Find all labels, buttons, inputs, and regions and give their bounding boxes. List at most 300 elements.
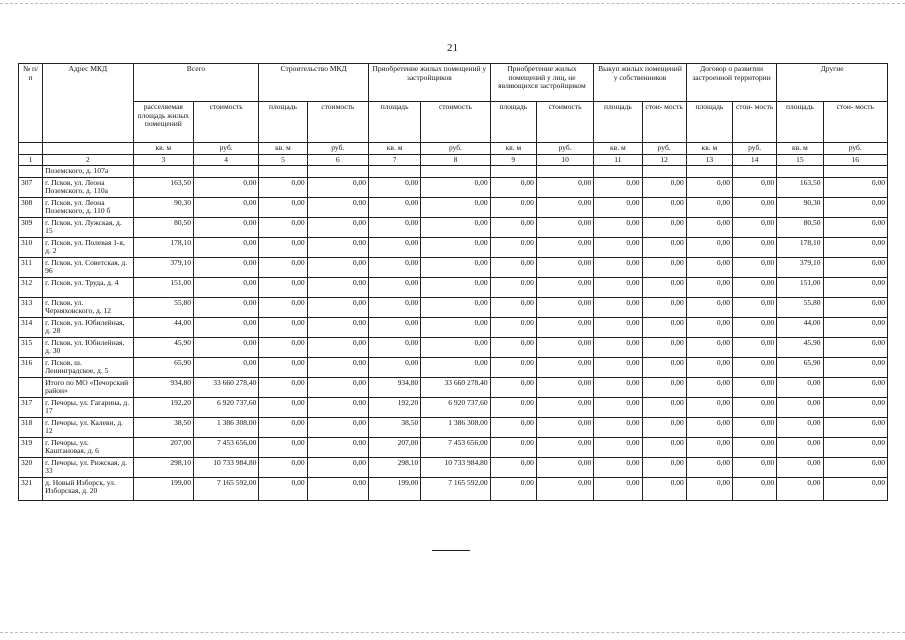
unit-rub: руб. xyxy=(733,143,777,155)
row-value: 0,00 xyxy=(307,297,368,317)
row-value: 45,90 xyxy=(133,337,193,357)
row-value: 0,00 xyxy=(823,357,887,377)
row-value: 0,00 xyxy=(307,217,368,237)
row-value: 0,00 xyxy=(421,177,490,197)
row-value: 0,00 xyxy=(490,457,536,477)
row-value: 199,00 xyxy=(368,477,420,500)
row-value: 0,00 xyxy=(536,437,593,457)
column-number: 7 xyxy=(368,154,420,166)
row-value: 0,00 xyxy=(259,457,307,477)
row-value: 0,00 xyxy=(368,197,420,217)
row-value: 0,00 xyxy=(733,177,777,197)
row-value: 0,00 xyxy=(686,457,732,477)
row-value: 38,50 xyxy=(133,417,193,437)
unit-sqm: кв. м xyxy=(368,143,420,155)
row-value: 0,00 xyxy=(307,177,368,197)
row-value: 0,00 xyxy=(823,377,887,397)
subheader-cost: стоимость xyxy=(193,102,258,143)
row-value: 0,00 xyxy=(823,477,887,500)
row-value: 0,00 xyxy=(307,377,368,397)
row-value: 0,00 xyxy=(594,237,642,257)
row-value: 0,00 xyxy=(594,277,642,297)
row-value: 0,00 xyxy=(733,197,777,217)
row-number: 311 xyxy=(19,257,43,277)
table-row xyxy=(19,397,888,417)
unit-sqm: кв. м xyxy=(133,143,193,155)
row-number: 310 xyxy=(19,237,43,257)
row-value: 0,00 xyxy=(259,197,307,217)
page-number: 21 xyxy=(447,42,458,54)
col-header-other: Другие xyxy=(777,64,888,102)
row-value: 0,00 xyxy=(490,337,536,357)
row-value: 0,00 xyxy=(823,177,887,197)
row-value: 0,00 xyxy=(686,417,732,437)
row-value: 0,00 xyxy=(686,217,732,237)
row-value: 0,00 xyxy=(307,197,368,217)
row-value: 0,00 xyxy=(823,297,887,317)
row-value: 0,00 xyxy=(686,277,732,297)
row-number: 321 xyxy=(19,477,43,500)
row-value: 0,00 xyxy=(642,357,686,377)
row-value: 0,00 xyxy=(307,437,368,457)
row-number: 308 xyxy=(19,197,43,217)
column-number: 1 xyxy=(19,154,43,166)
row-value: 0,00 xyxy=(490,297,536,317)
row-value: 6 920 737,60 xyxy=(193,397,258,417)
row-value: 0,00 xyxy=(490,437,536,457)
row-value: 0,00 xyxy=(777,417,823,437)
row-value: 0,00 xyxy=(594,397,642,417)
row-value: 0,00 xyxy=(642,297,686,317)
row-value: 192,20 xyxy=(368,397,420,417)
table-row xyxy=(19,477,888,500)
row-value: 0,00 xyxy=(733,377,777,397)
row-address: г. Печоры, ул. Рижская, д. 33 xyxy=(43,457,134,477)
row-value: 0,00 xyxy=(536,397,593,417)
row-value: 0,00 xyxy=(490,417,536,437)
row-value: 298,10 xyxy=(133,457,193,477)
row-value: 90,30 xyxy=(777,197,823,217)
row-value: 0,00 xyxy=(307,337,368,357)
row-value: 0,00 xyxy=(193,277,258,297)
table-row xyxy=(19,377,888,397)
row-value: 0,00 xyxy=(421,337,490,357)
subheader-cost: стоимость xyxy=(536,102,593,143)
row-value: 0,00 xyxy=(777,377,823,397)
col-header-total: Всего xyxy=(133,64,259,102)
row-value: 151,00 xyxy=(133,277,193,297)
row-value: 0,00 xyxy=(259,337,307,357)
subheader-cost: стоимость xyxy=(307,102,368,143)
row-value: 0,00 xyxy=(594,417,642,437)
row-address: д. Новый Изборск, ул. Изборская, д. 20 xyxy=(43,477,134,500)
row-address: г. Печоры, ул. Калеви, д. 12 xyxy=(43,417,134,437)
column-number: 3 xyxy=(133,154,193,166)
row-value: 0,00 xyxy=(368,257,420,277)
row-address: г. Псков, ул. Черняховского, д. 12 xyxy=(43,297,134,317)
row-value: 0,00 xyxy=(594,377,642,397)
row-value: 0,00 xyxy=(307,277,368,297)
row-value: 178,10 xyxy=(777,237,823,257)
row-value: 0,00 xyxy=(823,337,887,357)
row-value: 0,00 xyxy=(536,237,593,257)
unit-rub: руб. xyxy=(536,143,593,155)
row-value: 0,00 xyxy=(490,397,536,417)
row-value: 0,00 xyxy=(193,217,258,237)
row-value: 1 386 308,00 xyxy=(193,417,258,437)
row-value: 0,00 xyxy=(421,277,490,297)
row-address: г. Псков, ш. Ленинградское, д. 5 xyxy=(43,357,134,377)
row-value: 7 453 656,00 xyxy=(421,437,490,457)
row-value: 0,00 xyxy=(777,397,823,417)
row-value: 0,00 xyxy=(307,317,368,337)
separator-line xyxy=(432,550,470,551)
row-value: 0,00 xyxy=(490,357,536,377)
col-header-purchase-others: Приобретение жилых помещений у лиц, не являющихся застройщиком xyxy=(490,64,594,102)
row-value: 0,00 xyxy=(368,217,420,237)
row-number: 317 xyxy=(19,397,43,417)
row-value: 0,00 xyxy=(536,277,593,297)
row-value: 0,00 xyxy=(490,237,536,257)
row-value: 0,00 xyxy=(823,277,887,297)
col-header-address: Адрес МКД xyxy=(43,64,134,143)
row-value: 207,00 xyxy=(133,437,193,457)
row-value: 0,00 xyxy=(368,337,420,357)
unit-rub: руб. xyxy=(307,143,368,155)
row-number: 319 xyxy=(19,437,43,457)
column-number: 8 xyxy=(421,154,490,166)
row-value: 65,90 xyxy=(133,357,193,377)
row-value: 0,00 xyxy=(594,437,642,457)
row-value: 0,00 xyxy=(536,377,593,397)
table-row xyxy=(19,197,888,217)
row-value: 0,00 xyxy=(193,357,258,377)
row-value: 90,30 xyxy=(133,197,193,217)
row-value: 0,00 xyxy=(642,237,686,257)
page-bottom-border xyxy=(0,632,905,633)
row-address: г. Псков, ул. Юбилейная, д. 30 xyxy=(43,337,134,357)
row-value: 1 386 308,00 xyxy=(421,417,490,437)
row-value: 0,00 xyxy=(307,417,368,437)
row-value: 44,00 xyxy=(777,317,823,337)
row-value: 0,00 xyxy=(686,377,732,397)
row-value: 0,00 xyxy=(594,217,642,237)
row-value: 0,00 xyxy=(259,297,307,317)
column-number: 10 xyxy=(536,154,593,166)
row-number: 309 xyxy=(19,217,43,237)
row-value: 0,00 xyxy=(536,217,593,237)
row-value: 0,00 xyxy=(686,397,732,417)
row-value: 0,00 xyxy=(193,257,258,277)
row-value: 0,00 xyxy=(686,297,732,317)
row-value: 0,00 xyxy=(733,457,777,477)
row-value: 0,00 xyxy=(421,317,490,337)
row-address: г. Псков, ул. Леона Поземского, д. 110 б xyxy=(43,197,134,217)
row-value: 6 920 737,60 xyxy=(421,397,490,417)
row-value: 0,00 xyxy=(823,197,887,217)
column-number: 11 xyxy=(594,154,642,166)
row-value: 0,00 xyxy=(193,197,258,217)
row-value: 0,00 xyxy=(421,237,490,257)
row-value: 0,00 xyxy=(259,237,307,257)
row-value: 199,00 xyxy=(133,477,193,500)
row-value: 934,80 xyxy=(368,377,420,397)
row-value: 0,00 xyxy=(536,357,593,377)
row-value: 0,00 xyxy=(259,277,307,297)
row-value: 0,00 xyxy=(368,317,420,337)
row-value: 0,00 xyxy=(686,257,732,277)
row-value: 0,00 xyxy=(421,217,490,237)
row-value: 0,00 xyxy=(490,477,536,500)
column-number: 16 xyxy=(823,154,887,166)
row-value: 0,00 xyxy=(733,237,777,257)
row-value: 0,00 xyxy=(733,477,777,500)
row-value: 45,90 xyxy=(777,337,823,357)
row-value: 0,00 xyxy=(642,477,686,500)
row-number: 316 xyxy=(19,357,43,377)
row-value: 0,00 xyxy=(536,417,593,437)
row-value: 0,00 xyxy=(259,397,307,417)
row-value: 0,00 xyxy=(642,217,686,237)
row-value: 0,00 xyxy=(686,477,732,500)
row-value: 0,00 xyxy=(686,177,732,197)
row-value: 0,00 xyxy=(823,417,887,437)
col-header-no: № п/п xyxy=(19,64,43,143)
row-value: 0,00 xyxy=(307,457,368,477)
row-value: 0,00 xyxy=(368,297,420,317)
row-value: 0,00 xyxy=(642,337,686,357)
row-address: г. Псков, ул. Труда, д. 4 xyxy=(43,277,134,297)
row-value: 178,10 xyxy=(133,237,193,257)
row-value: 0,00 xyxy=(642,277,686,297)
carry-over-address: Поземского, д. 107а xyxy=(43,166,134,178)
table-row xyxy=(19,417,888,437)
table-row xyxy=(19,297,888,317)
subheader-area: площадь xyxy=(259,102,307,143)
row-value: 163,50 xyxy=(777,177,823,197)
row-value: 55,80 xyxy=(133,297,193,317)
row-value: 0,00 xyxy=(733,217,777,237)
row-value: 0,00 xyxy=(490,277,536,297)
row-address: г. Печоры, ул. Каштановая, д. 6 xyxy=(43,437,134,457)
row-value: 0,00 xyxy=(594,337,642,357)
row-value: 0,00 xyxy=(259,317,307,337)
row-value: 0,00 xyxy=(642,317,686,337)
column-number: 9 xyxy=(490,154,536,166)
row-value: 0,00 xyxy=(193,317,258,337)
row-value: 0,00 xyxy=(823,237,887,257)
row-number: 312 xyxy=(19,277,43,297)
row-value: 0,00 xyxy=(594,297,642,317)
row-value: 33 660 278,40 xyxy=(421,377,490,397)
row-value: 0,00 xyxy=(259,357,307,377)
row-value: 0,00 xyxy=(259,217,307,237)
row-value: 0,00 xyxy=(733,437,777,457)
row-address: г. Псков, ул. Лужская, д. 15 xyxy=(43,217,134,237)
row-value: 0,00 xyxy=(307,257,368,277)
table-row xyxy=(19,437,888,457)
row-value: 192,20 xyxy=(133,397,193,417)
row-value: 0,00 xyxy=(642,177,686,197)
row-value: 0,00 xyxy=(823,457,887,477)
row-value: 0,00 xyxy=(421,357,490,377)
row-value: 0,00 xyxy=(686,437,732,457)
row-value: 0,00 xyxy=(536,197,593,217)
table-row xyxy=(19,277,888,297)
unit-rub: руб. xyxy=(421,143,490,155)
row-value: 934,80 xyxy=(133,377,193,397)
row-value: 0,00 xyxy=(777,457,823,477)
row-value: 0,00 xyxy=(536,477,593,500)
subheader-cost: стои- мость xyxy=(733,102,777,143)
row-value: 0,00 xyxy=(733,337,777,357)
table-row xyxy=(19,177,888,197)
row-number: 314 xyxy=(19,317,43,337)
row-value: 0,00 xyxy=(733,357,777,377)
row-address: г. Псков, ул. Полевая 1-я, д. 2 xyxy=(43,237,134,257)
col-header-development: Договор о развитии застроенной территории xyxy=(686,64,777,102)
column-numbers-row xyxy=(19,154,888,166)
unit-sqm: кв. м xyxy=(594,143,642,155)
row-value: 0,00 xyxy=(686,197,732,217)
row-value: 0,00 xyxy=(368,177,420,197)
row-value: 0,00 xyxy=(642,197,686,217)
subheader-cost: стои- мость xyxy=(642,102,686,143)
row-value: 7 165 592,00 xyxy=(193,477,258,500)
row-value: 0,00 xyxy=(421,297,490,317)
row-value: 0,00 xyxy=(642,257,686,277)
row-address: г. Псков, ул. Советская, д. 96 xyxy=(43,257,134,277)
row-address: г. Псков, ул. Юбилейная, д. 28 xyxy=(43,317,134,337)
row-value: 0,00 xyxy=(193,297,258,317)
row-value: 0,00 xyxy=(490,317,536,337)
row-value: 0,00 xyxy=(193,337,258,357)
row-number xyxy=(19,377,43,397)
subheader-area: площадь xyxy=(490,102,536,143)
row-address: г. Печоры, ул. Гагарина, д. 17 xyxy=(43,397,134,417)
row-value: 298,10 xyxy=(368,457,420,477)
unit-blank xyxy=(43,143,134,155)
row-value: 0,00 xyxy=(594,317,642,337)
table-row xyxy=(19,257,888,277)
row-value: 0,00 xyxy=(259,257,307,277)
row-value: 151,00 xyxy=(777,277,823,297)
table-row xyxy=(19,337,888,357)
row-value: 0,00 xyxy=(368,357,420,377)
row-value: 10 733 984,80 xyxy=(193,457,258,477)
row-value: 0,00 xyxy=(686,337,732,357)
row-value: 0,00 xyxy=(193,177,258,197)
row-number: 315 xyxy=(19,337,43,357)
row-value: 0,00 xyxy=(642,417,686,437)
row-value: 0,00 xyxy=(536,257,593,277)
row-value: 0,00 xyxy=(686,237,732,257)
row-value: 0,00 xyxy=(368,277,420,297)
row-value: 0,00 xyxy=(490,177,536,197)
row-value: 0,00 xyxy=(536,177,593,197)
unit-blank xyxy=(19,143,43,155)
row-value: 0,00 xyxy=(686,357,732,377)
row-value: 0,00 xyxy=(823,217,887,237)
unit-sqm: кв. м xyxy=(490,143,536,155)
row-value: 38,50 xyxy=(368,417,420,437)
row-value: 0,00 xyxy=(686,317,732,337)
subheader-area: площадь xyxy=(594,102,642,143)
table-row xyxy=(19,237,888,257)
row-value: 0,00 xyxy=(490,197,536,217)
row-value: 0,00 xyxy=(733,417,777,437)
row-value: 0,00 xyxy=(823,397,887,417)
row-value: 0,00 xyxy=(823,317,887,337)
row-value: 10 733 984,80 xyxy=(421,457,490,477)
row-value: 0,00 xyxy=(536,317,593,337)
column-number: 2 xyxy=(43,154,134,166)
row-value: 0,00 xyxy=(307,357,368,377)
row-value: 0,00 xyxy=(536,457,593,477)
column-number: 4 xyxy=(193,154,258,166)
row-value: 44,00 xyxy=(133,317,193,337)
row-value: 55,80 xyxy=(777,297,823,317)
column-number: 15 xyxy=(777,154,823,166)
row-value: 0,00 xyxy=(259,377,307,397)
row-value: 0,00 xyxy=(823,257,887,277)
row-value: 0,00 xyxy=(733,317,777,337)
row-number: 313 xyxy=(19,297,43,317)
unit-sqm: кв. м xyxy=(777,143,823,155)
row-value: 7 165 592,00 xyxy=(421,477,490,500)
housing-registry-table xyxy=(18,63,888,501)
table-row xyxy=(19,457,888,477)
row-value: 0,00 xyxy=(733,397,777,417)
row-value: 0,00 xyxy=(490,217,536,237)
row-value: 163,50 xyxy=(133,177,193,197)
column-number: 14 xyxy=(733,154,777,166)
row-number: 318 xyxy=(19,417,43,437)
subheader-area: площадь xyxy=(777,102,823,143)
page-top-border xyxy=(0,3,905,4)
row-value: 0,00 xyxy=(642,377,686,397)
row-value: 0,00 xyxy=(594,257,642,277)
row-number: 307 xyxy=(19,177,43,197)
subheader-area-resettled: расселяемая площадь жилых помещений xyxy=(133,102,193,143)
table-row xyxy=(19,357,888,377)
row-address: Итого по МО «Печорский район» xyxy=(43,377,134,397)
column-number: 5 xyxy=(259,154,307,166)
row-value: 33 660 278,40 xyxy=(193,377,258,397)
subheader-cost: стоимость xyxy=(421,102,490,143)
row-address: г. Псков, ул. Леона Поземского, д. 110а xyxy=(43,177,134,197)
row-value: 0,00 xyxy=(733,277,777,297)
row-value: 65,90 xyxy=(777,357,823,377)
col-header-purchase-developers: Приобретение жилых помещений у застройщиков xyxy=(368,64,490,102)
row-value: 0,00 xyxy=(594,357,642,377)
row-value: 80,50 xyxy=(133,217,193,237)
row-value: 0,00 xyxy=(490,377,536,397)
row-value: 0,00 xyxy=(193,237,258,257)
row-value: 0,00 xyxy=(421,197,490,217)
row-value: 379,10 xyxy=(133,257,193,277)
unit-rub: руб. xyxy=(823,143,887,155)
row-value: 0,00 xyxy=(733,297,777,317)
row-value: 0,00 xyxy=(536,297,593,317)
unit-sqm: кв. м xyxy=(686,143,732,155)
row-value: 80,50 xyxy=(777,217,823,237)
row-value: 0,00 xyxy=(307,237,368,257)
row-value: 0,00 xyxy=(536,337,593,357)
column-number: 6 xyxy=(307,154,368,166)
table-row xyxy=(19,317,888,337)
row-value: 0,00 xyxy=(594,197,642,217)
